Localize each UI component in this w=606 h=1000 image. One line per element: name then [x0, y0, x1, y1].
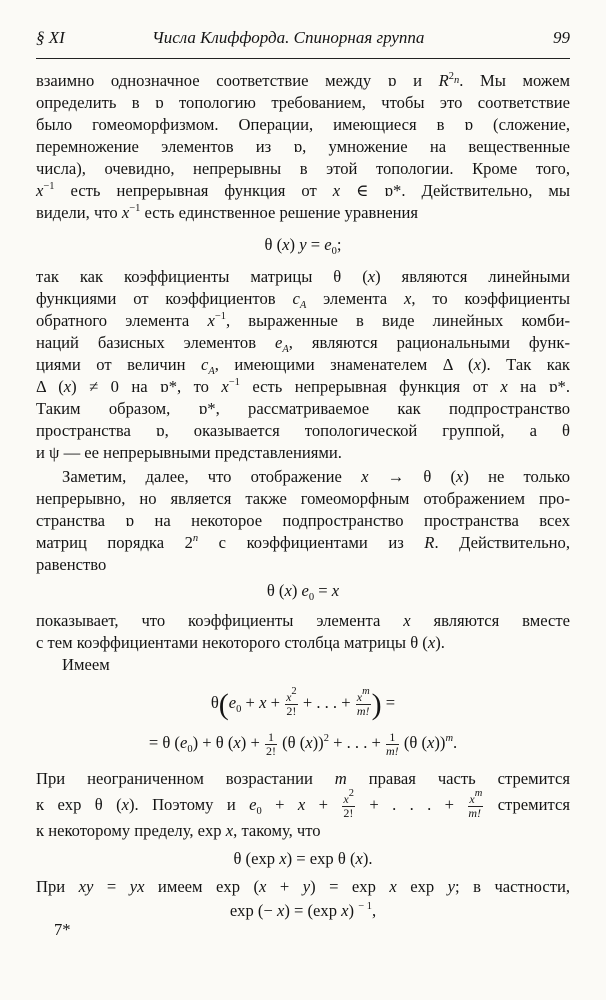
text-line: перемножение элементов из ɒ, умножение на вещественные [36, 137, 570, 156]
text-line: При xy = yx имеем exp (x + y) = exp x exp y; в частности, [36, 877, 571, 896]
running-header [36, 28, 570, 54]
text-line: непрерывно, но является также гомеоморфным отображением про- [36, 489, 570, 508]
text-line: $x^{-1}$ есть непрерывная функция от x ∈ ɒ*. Действительно, мы [36, 181, 571, 200]
text-line: так как коэффициенты матрицы θ (x) являются линейными [36, 267, 570, 286]
text-line: видели, что $x^{-1}$ есть единственное решение уравнения [36, 203, 418, 222]
page-number: 99 [553, 28, 570, 47]
section-number: § XI [36, 28, 65, 47]
text-line: было гомеоморфизмом. Операции, имеющиеся в ɒ (сложение, [36, 115, 570, 134]
text-line: наций базисных элементов $e_A$, являются рациональными функ- [36, 333, 570, 355]
text-line: Δ (x) ≠ 0 на ɒ*, то $x^{-1}$ есть непрерывная функция от x на ɒ*. [36, 377, 570, 396]
equation-2: θ (x) $e_0 = x$ [266, 581, 340, 603]
text-line: с тем коэффициентами некоторого столбца матрицы θ (x). [36, 633, 445, 652]
text-line: функциями от коэффициентов $c_A$ элемента x, то коэффициенты [36, 289, 570, 311]
text-line: равенство [36, 555, 107, 574]
text-line: Таким образом, ɒ*, рассматриваемое как подпространство [36, 399, 570, 418]
text-line: к некоторому пределу, exp x, такому, что [36, 821, 321, 840]
text-line: Имеем [62, 655, 110, 674]
equation-1: θ (x) $y = e_0$; [264, 235, 342, 257]
text-line: обратного элемента $x^{-1}$, выраженные в виде линейных комби- [36, 311, 570, 330]
equation-6: exp (− x) = (exp x) $^{- 1}$, [229, 901, 377, 920]
equation-5: θ (exp x) = exp θ (x). [233, 849, 373, 868]
equation-3: $\theta(e_0 + x$ + $\frac{x^2}{2!}$ + . . . + $\frac{x^m}{m!}$) = [210, 685, 396, 721]
text-line: пространства ɒ, оказывается топологической группой, а θ [36, 421, 570, 440]
text-line: показывает, что коэффициенты элемента x являются вместе [36, 611, 570, 630]
equation-4: = θ $(e_0) + \theta$ (x) + $\frac{1}{2!}$ (θ (x))$^2$ + . . . + $\frac{1}{m!} (\theta$ (x))$^m$. [148, 729, 458, 758]
text-line: взаимно однозначное соответствие между ɒ и $R^{2_n}$. Мы можем [36, 71, 570, 90]
text-line: числа), очевидно, непрерывны в этой топологии. Кроме того, [36, 159, 570, 178]
text-line: Заметим, далее, что отображение x → θ (x) не только [62, 467, 570, 486]
chapter-title: Числа Клиффорда. Спинорная группа [152, 28, 425, 47]
text-line: матриц порядка 2$^n$ с коэффициентами из R. Действительно, [36, 533, 570, 552]
header-rule [36, 58, 570, 59]
text-line: странства ɒ на некоторое подпространство пространства всех [36, 511, 570, 530]
text-line: и ψ — ее непрерывными представлениями. [36, 443, 342, 462]
text-line: циями от величин $c_A$, имеющими знаменателем Δ (x). Так как [36, 355, 570, 377]
text-line: При неограниченном возрастании m правая часть стремится [36, 769, 570, 788]
signature-mark: 7* [54, 920, 71, 939]
text-line: к exp θ (x). Поэтому и $e_0 + x$ + $\frac{x^2}{2!}$ + . . . + $\frac{x^m}{m!}$ стремится [36, 787, 571, 820]
text-line: определить в ɒ топологию требованием, чтобы это соответствие [36, 93, 570, 112]
